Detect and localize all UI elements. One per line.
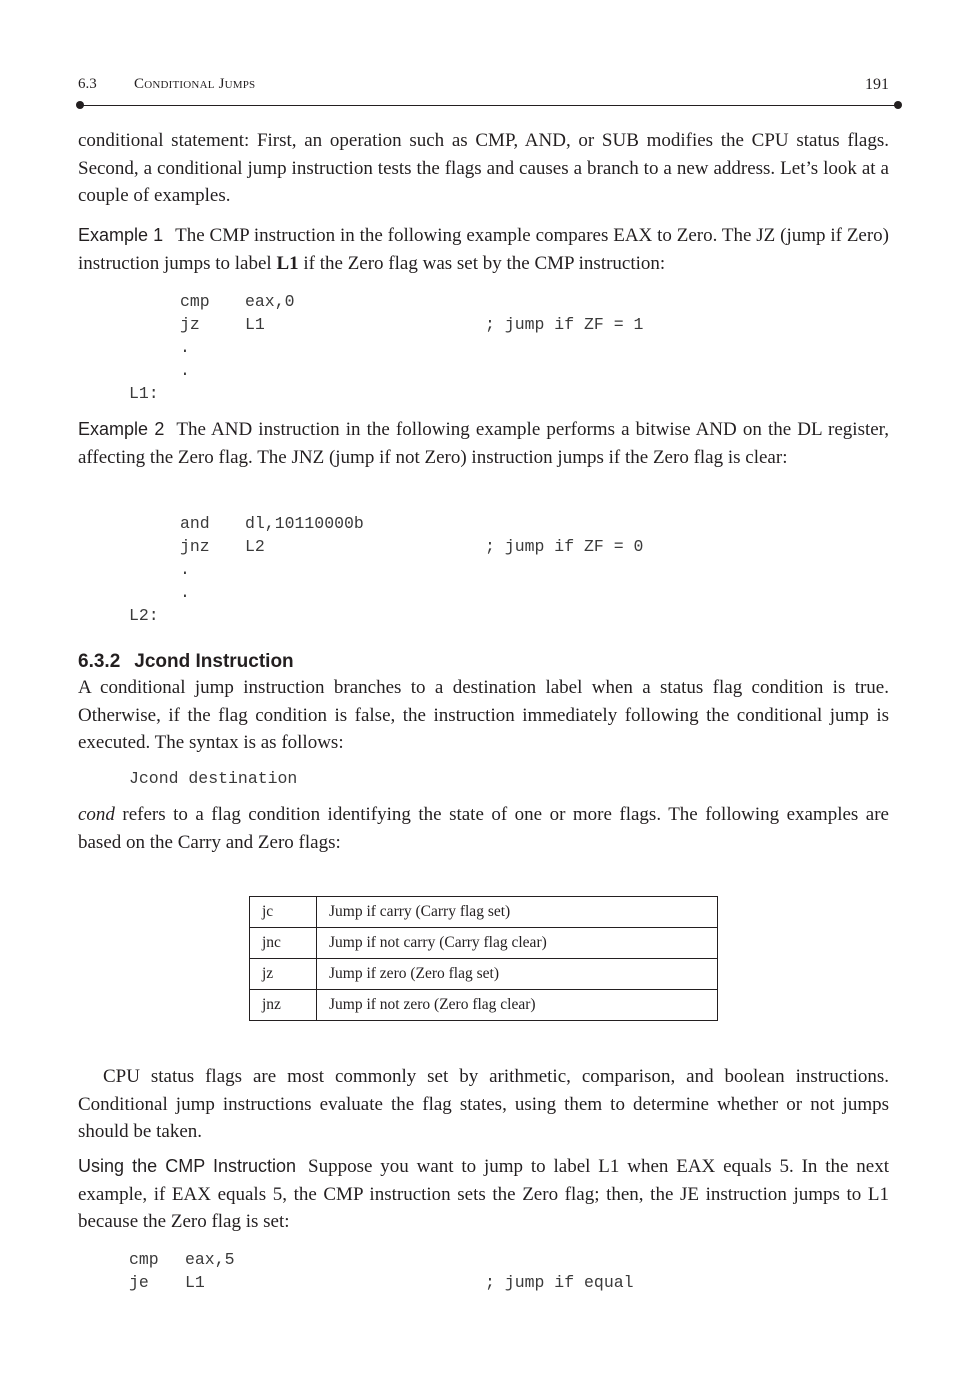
code-label: L1: (129, 384, 159, 403)
code-operand: dl,10110000b (245, 514, 364, 533)
table-row (250, 990, 718, 1021)
table-cell-mnemonic: jc (250, 897, 317, 928)
table-cell-description: Jump if not zero (Zero flag clear) (317, 990, 718, 1021)
example2-paragraph (78, 416, 889, 471)
page-number: 191 (865, 76, 889, 93)
code-line (78, 581, 889, 604)
code-ellipsis-dot: . (180, 361, 190, 380)
code-line (78, 290, 889, 313)
table-cell-description: Jump if zero (Zero flag set) (317, 959, 718, 990)
example1-code-block (78, 290, 889, 405)
code-opcode: je (129, 1273, 149, 1292)
cond-paragraph-text: refers to a flag condition identifying the state of one or more flags. The following examples are based on the Carry and Zero flags: (78, 804, 889, 853)
code-comment: ; jump if ZF = 1 (485, 315, 644, 334)
code-operand: L2 (245, 537, 265, 556)
running-header (78, 76, 889, 96)
code-line (78, 336, 889, 359)
table-row (250, 928, 718, 959)
rule-end-dot-left (76, 101, 84, 109)
cond-term: cond (78, 804, 115, 825)
table-cell-mnemonic: jnz (250, 990, 317, 1021)
cmp-text: Suppose you want to jump to label L1 when EAX equals 5. In the next example, if EAX equals 5, the CMP instruction sets the Zero flag; then, the JE instruction jumps to L1 because the Zero flag is set: (78, 1156, 889, 1232)
table-row (250, 897, 718, 928)
code-line (78, 313, 889, 336)
code-line (78, 1271, 889, 1294)
code-opcode: jnz (180, 537, 210, 556)
flags-paragraph: CPU status flags are most commonly set by arithmetic, comparison, and boolean instructions. Conditional jump instructions evaluate the flag states, using them to determine whether or not jumps should be taken. (78, 1066, 889, 1142)
section-title: Jcond Instruction (134, 651, 294, 672)
code-comment: ; jump if equal (485, 1273, 634, 1292)
example2-text: The AND instruction in the following example performs a bitwise AND on the DL register, affecting the Zero flag. The JNZ (jump if not Zero) instruction jumps if the Zero flag is clear: (78, 419, 889, 468)
table-row (250, 959, 718, 990)
code-line (78, 512, 889, 535)
code-operand: L1 (245, 315, 265, 334)
example1-bold-label: L1 (276, 252, 299, 274)
rule-end-dot-right (894, 101, 902, 109)
syntax-line: Jcond destination (129, 769, 298, 788)
cmp-code-block (78, 1248, 889, 1294)
table-cell-description: Jump if not carry (Carry flag clear) (317, 928, 718, 959)
cmp-label: Using the CMP Instruction (78, 1156, 297, 1176)
code-line (78, 604, 889, 627)
jcond-paragraph: A conditional jump instruction branches to a destination label when a status flag condition is true. Otherwise, if the flag condition is false, the instruction immediately following the conditional jump is executed. The syntax is as follows: (78, 677, 889, 753)
flags-table (249, 896, 718, 1021)
code-operand: eax,0 (245, 292, 295, 311)
header-section-number: 6.3 (78, 76, 97, 92)
example1-text-after: if the Zero flag was set by the CMP instruction: (298, 252, 666, 274)
code-opcode: and (180, 514, 210, 533)
code-operand: L1 (185, 1273, 205, 1292)
code-opcode: jz (180, 315, 200, 334)
code-opcode: cmp (129, 1250, 159, 1269)
example1-label: Example 1 (78, 225, 164, 245)
code-label: L2: (129, 606, 159, 625)
table-cell-description: Jump if carry (Carry flag set) (317, 897, 718, 928)
example1-text-before: The CMP instruction in the following example compares EAX to Zero. The JZ (jump if Zero) instruction jumps to label (78, 225, 890, 274)
section-heading (78, 651, 294, 673)
code-ellipsis-dot: . (180, 560, 190, 579)
example1-paragraph (78, 222, 889, 277)
code-operand: eax,5 (185, 1250, 235, 1269)
cmp-paragraph (78, 1153, 889, 1236)
code-line (78, 359, 889, 382)
code-line (78, 535, 889, 558)
code-opcode: cmp (180, 292, 210, 311)
table-cell-mnemonic: jnc (250, 928, 317, 959)
code-line (78, 558, 889, 581)
section-number: 6.3.2 (78, 651, 121, 672)
code-line (78, 382, 889, 405)
table-cell-mnemonic: jz (250, 959, 317, 990)
header-rule (82, 105, 899, 106)
code-ellipsis-dot: . (180, 338, 190, 357)
header-section-title: Conditional Jumps (134, 76, 256, 92)
example2-label: Example 2 (78, 419, 165, 439)
code-line (78, 1248, 889, 1271)
example2-code-block (78, 512, 889, 627)
cond-paragraph (78, 801, 889, 856)
code-comment: ; jump if ZF = 0 (485, 537, 644, 556)
code-ellipsis-dot: . (180, 583, 190, 602)
intro-paragraph: conditional statement: First, an operation such as CMP, AND, or SUB modifies the CPU status flags. Second, a conditional jump instruction tests the flags and causes a branch to a new address. Let’s look at a couple of examples. (78, 130, 889, 206)
